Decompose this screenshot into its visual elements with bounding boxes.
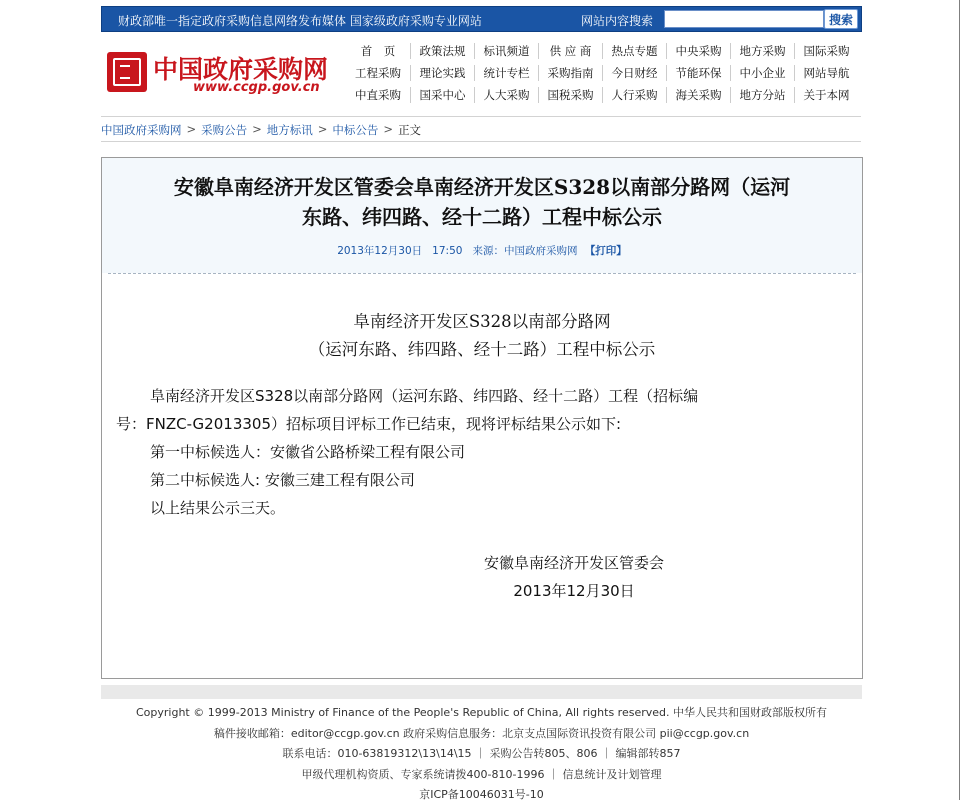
signer-date: 2013年12月30日	[513, 582, 635, 600]
nav-item[interactable]: 首 页	[360, 44, 396, 58]
breadcrumb-item-local[interactable]: 地方标讯	[266, 123, 313, 137]
nav-item[interactable]: 国际采购	[794, 43, 858, 59]
nav-item[interactable]: 供 应 商	[538, 43, 602, 59]
signer-org: 安徽阜南经济开发区管委会	[483, 554, 664, 572]
article-title-line: 东路、纬四路、经十二路）工程中标公示	[302, 205, 662, 229]
candidate-first: 第一中标候选人：安徽省公路桥梁工程有限公司	[150, 443, 466, 461]
article-header	[102, 158, 862, 273]
paragraph-line: 号：FNZC-G2013305）招标项目评标工作已结束，现将评标结果公示如下:	[116, 415, 622, 433]
breadcrumb-separator: >	[186, 122, 197, 136]
divider	[101, 141, 861, 142]
breadcrumb-item-notices[interactable]: 采购公告	[201, 123, 248, 137]
nav-item[interactable]: 标讯频道	[474, 43, 538, 59]
site-header	[101, 38, 861, 110]
article-title	[102, 172, 862, 232]
divider	[101, 116, 861, 117]
dashed-divider	[108, 273, 856, 274]
top-bar	[101, 6, 862, 32]
search-label: 网站内容搜索	[581, 14, 654, 28]
nav-row	[346, 62, 861, 84]
source-name: 中国政府采购网	[503, 245, 578, 257]
nav-item[interactable]: 人行采购	[602, 87, 666, 103]
breadcrumb	[101, 122, 861, 138]
subtitle-line: （运河东路、纬四路、经十二路）工程中标公示	[308, 340, 656, 359]
nav-item[interactable]: 采购指南	[538, 65, 602, 81]
notice-paragraph	[116, 382, 856, 522]
nav-row	[346, 40, 861, 62]
nav-item[interactable]: 网站导航	[794, 65, 858, 81]
subtitle-line: 阜南经济开发区S328以南部分路网	[353, 312, 611, 331]
candidate-second: 第二中标候选人: 安徽三建工程有限公司	[150, 471, 415, 489]
breadcrumb-separator: >	[252, 122, 262, 136]
nav-row	[346, 84, 861, 106]
icp-license: 京ICP备10046031号-10	[419, 788, 544, 801]
logo-name: 中国政府采购网	[153, 55, 329, 84]
article-meta	[102, 243, 862, 258]
site-footer	[101, 703, 862, 806]
breadcrumb-separator: >	[317, 122, 328, 136]
logo-url: www.ccgp.gov.cn	[193, 80, 320, 95]
nav-item[interactable]: 国税采购	[538, 87, 602, 103]
breadcrumb-item-home[interactable]: 中国政府采购网	[101, 123, 182, 137]
print-link[interactable]: 【打印】	[584, 245, 627, 257]
logo-seal-icon	[107, 52, 147, 92]
contact-emails: 稿件接收邮箱：editor@ccgp.gov.cn 政府采购信息服务：北京支点国际资讯投资有限公司 pii@ccgp.gov.cn	[213, 726, 750, 740]
nav-item[interactable]: 中央采购	[666, 43, 730, 59]
search-input[interactable]	[664, 10, 824, 28]
agency-info: 甲级代理机构资质、专家系统请拨400-810-1996 ｜ 信息统计及计划管理	[301, 767, 662, 781]
nav-item[interactable]: 热点专题	[602, 43, 666, 59]
source-label: 来源：	[472, 245, 504, 257]
nav-item[interactable]: 理论实践	[410, 65, 474, 81]
nav-item[interactable]: 国采中心	[410, 87, 474, 103]
site-slogan: 财政部唯一指定政府采购信息网络发布媒体 国家级政府采购专业网站	[118, 14, 482, 28]
nav-item[interactable]: 中小企业	[730, 65, 794, 81]
main-nav	[346, 40, 861, 106]
copyright: Copyright © 1999-2013 Ministry of Finance of the People's Republic of China, All rights reserved. 中华人民共和国财政部版权所有	[135, 706, 828, 719]
nav-item[interactable]: 海关采购	[666, 87, 730, 103]
article	[101, 157, 863, 679]
footer-band	[101, 685, 862, 699]
publish-date: 2013年12月30日	[337, 245, 423, 257]
nav-item[interactable]: 人大采购	[474, 87, 538, 103]
contact-phones: 联系电话：010-63819312\13\14\15 ｜ 采购公告转805、806 ｜ 编辑部转857	[282, 747, 681, 760]
publicity-notice: 以上结果公示三天。	[150, 499, 286, 517]
paragraph-line: 阜南经济开发区S328以南部分路网（运河东路、纬四路、经十二路）工程（招标编	[150, 387, 699, 405]
nav-item[interactable]: 节能环保	[666, 65, 730, 81]
breadcrumb-item-award[interactable]: 中标公告	[332, 123, 379, 137]
nav-item[interactable]: 今日财经	[602, 65, 666, 81]
breadcrumb-separator: >	[383, 122, 394, 136]
nav-item[interactable]: 统计专栏	[474, 65, 538, 81]
publish-time: 17:50	[432, 245, 463, 257]
article-title-line: 安徽阜南经济开发区管委会阜南经济开发区S328以南部分路网（运河	[173, 175, 791, 199]
nav-item[interactable]: 工程采购	[355, 66, 401, 80]
nav-item[interactable]: 地方分站	[730, 87, 794, 103]
nav-item[interactable]: 地方采购	[730, 43, 794, 59]
notice-subtitle	[102, 308, 862, 364]
search-button[interactable]: 搜索	[824, 9, 858, 29]
breadcrumb-current: 正文	[398, 123, 422, 137]
site-logo[interactable]	[107, 50, 347, 100]
nav-item[interactable]: 关于本网	[794, 87, 858, 103]
nav-item[interactable]: 政策法规	[410, 43, 474, 59]
nav-item[interactable]: 中直采购	[355, 88, 401, 102]
